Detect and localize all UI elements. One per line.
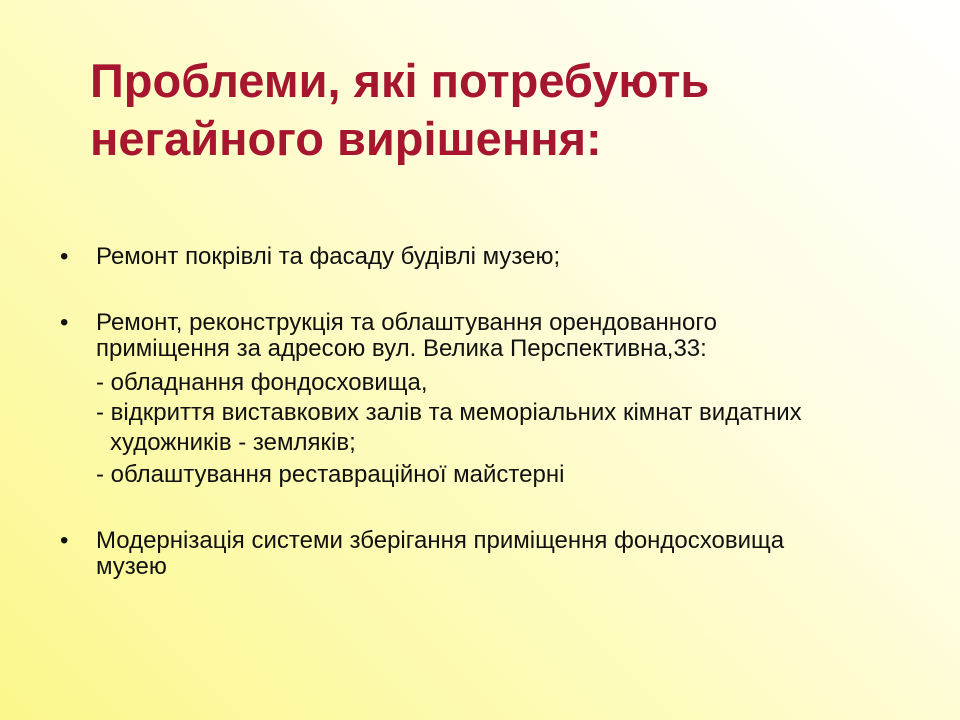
bullet-text	[96, 528, 916, 580]
slide-title-line-2: негайного вирішення:	[90, 112, 602, 165]
bullet-marker: •	[60, 527, 69, 554]
bullet-text	[96, 310, 916, 362]
bullet-line: Ремонт покрівлі та фасаду будівлі музею;	[96, 243, 561, 270]
slide-title-line-1: Проблеми, які потребують	[90, 54, 710, 107]
bullet-marker: •	[60, 309, 69, 336]
bullet-text	[96, 244, 916, 270]
bullet-line: музею	[96, 553, 167, 580]
sub-item-exhibition-halls: - відкриття виставкових залів та меморіальних кімнат видатних	[96, 399, 802, 426]
sub-item-exhibition-halls-continued: художників - земляків;	[110, 429, 356, 456]
bullet-marker: •	[60, 243, 69, 270]
sub-item-restoration-workshop: - облаштування реставраційної майстерні	[96, 461, 565, 488]
bullet-line: Модернізація системи зберігання приміщення фондосховища	[96, 527, 785, 554]
sub-item-storage-equipment: - обладнання фондосховища,	[96, 369, 428, 396]
bullet-line: Ремонт, реконструкція та облаштування орендованного	[96, 309, 717, 336]
bullet-line: приміщення за адресою вул. Велика Перспективна,33:	[96, 335, 707, 362]
